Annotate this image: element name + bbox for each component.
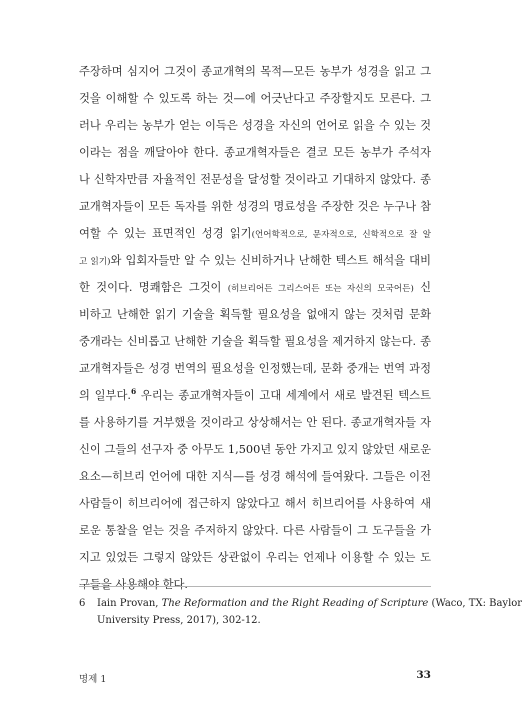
body-text — [79, 58, 431, 598]
footnote-body — [97, 595, 522, 629]
text-line: 비하고 난해한 읽기 기술을 획득할 필요성을 없애지 않는 것처럼 문화 — [79, 308, 431, 321]
footnote-line: University Press, 2017), 302-12. — [97, 615, 261, 626]
text-segment: 우리는 종교개혁자들이 고대 세계에서 새로 발견된 텍스트 — [136, 389, 431, 402]
text-line: 나 신학자만큼 자율적인 전문성을 달성할 것이라고 기대하지 않았다. 종 — [79, 173, 431, 186]
text-line: 이라는 점을 깨달아야 한다. 종교개혁자들은 결코 모든 농부가 주석자 — [79, 146, 431, 159]
text-line: 사람들이 히브리어에 접근하지 않았다고 해서 히브리어를 사용하여 새 — [79, 497, 431, 510]
text-line: 를 사용하기를 거부했을 것이라고 상상해서는 안 된다. 종교개혁자들 자 — [79, 416, 431, 429]
footnote-author: Iain Provan, — [97, 598, 162, 609]
parenthetical-small: (히브리어든 그리스어든 또는 자신의 모국어든) — [227, 284, 414, 294]
text-segment: 여할 수 있는 표면적인 성경 읽기 — [79, 227, 252, 240]
text-line — [79, 247, 431, 274]
text-segment: 의 일부다. — [79, 389, 131, 402]
text-line: 교개혁자들은 성경 번역의 필요성을 인정했는데, 문화 중개는 번역 과정 — [79, 362, 431, 375]
running-footer: 명제 1 — [79, 674, 107, 685]
footnote-reference[interactable]: 6 — [130, 387, 137, 397]
text-line: 요소—히브리 언어에 대한 지식—를 성경 해석에 들여왔다. 그들은 이전 — [79, 470, 431, 483]
text-line: 주장하며 심지어 그것이 종교개혁의 목적—모든 농부가 성경을 읽고 그 — [79, 65, 431, 78]
page-number: 33 — [416, 669, 431, 681]
text-line: 지고 있었든 그렇지 않았든 상관없이 우리는 언제나 이용할 수 있는 도 — [79, 551, 431, 564]
text-line — [79, 382, 431, 409]
text-line — [79, 220, 431, 247]
text-line: 신이 그들의 선구자 중 아무도 1,500년 동안 가지고 있지 않았던 새로운 — [79, 443, 431, 456]
footnote-line — [97, 595, 522, 612]
text-line: 중개라는 신비롭고 난해한 기술을 획득할 필요성을 제거하지 않는다. 종 — [79, 335, 431, 348]
parenthetical-small: 고 읽기) — [79, 257, 111, 267]
footnote-title: The Reformation and the Right Reading of Scripture — [161, 598, 429, 609]
footnote-number: 6 — [79, 598, 86, 609]
footnote-publisher: (Waco, TX: Baylor — [428, 598, 522, 609]
text-line — [79, 274, 431, 301]
text-line: 구들을 사용해야 한다. — [79, 578, 188, 591]
text-segment: 신 — [413, 281, 431, 294]
footnote-divider — [79, 586, 431, 587]
text-line: 교개혁자들이 모든 독자를 위한 성경의 명료성을 주장한 것은 누구나 참 — [79, 200, 431, 213]
text-segment: 와 입회자들만 알 수 있는 신비하거나 난해한 텍스트 해석을 대비 — [110, 254, 431, 267]
text-line: 것을 이해할 수 있도록 하는 것—에 어긋난다고 주장할지도 모른다. 그 — [79, 92, 431, 105]
text-segment: 한 것이다. 명쾌함은 그것이 — [79, 281, 228, 294]
parenthetical-small: (언어학적으로, 문자적으로, 신학적으로 잘 알 — [251, 230, 432, 240]
text-line: 러나 우리는 농부가 얻는 이득은 성경을 자신의 언어로 읽을 수 있는 것 — [79, 119, 431, 132]
text-line: 로운 통찰을 얻는 것을 주저하지 않았다. 다른 사람들이 그 도구들을 가 — [79, 524, 431, 537]
